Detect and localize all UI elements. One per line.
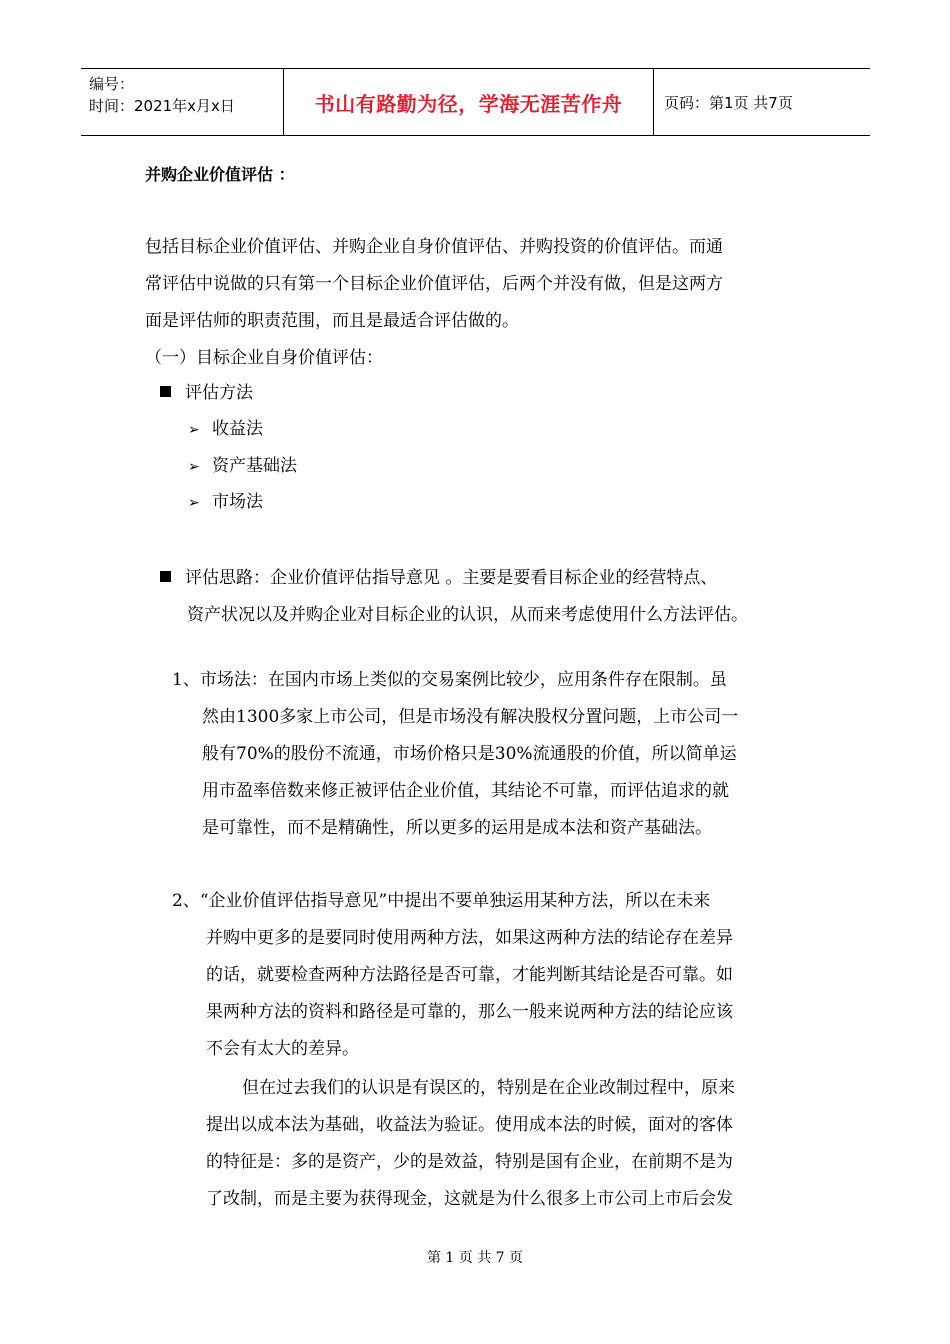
arrow-bullet-icon: ➢ — [188, 495, 200, 511]
item-line: 1、市场法：在国内市场上类似的交易案例比较少，应用条件存在限制。虽 — [172, 670, 727, 690]
item-line: 不会有太大的差异。 — [206, 1039, 359, 1059]
item-line: 并购中更多的是要同时使用两种方法，如果这两种方法的结论存在差异 — [206, 928, 733, 948]
thinking-block — [160, 560, 748, 634]
intro-line: 包括目标企业价值评估、并购企业自身价值评估、并购投资的价值评估。而通 — [145, 237, 723, 257]
item-line: 般有70%的股份不流通，市场价格只是30%流通股的价值，所以简单运 — [202, 744, 737, 764]
intro-line: 面是评估师的职责范围，而且是最适合评估做的。 — [145, 311, 519, 331]
method-label: 资产基础法 — [212, 456, 297, 476]
paragraph-line: 了改制，而是主要为获得现金，这就是为什么很多上市公司上市后会发 — [206, 1189, 733, 1209]
method-label: 收益法 — [212, 419, 263, 439]
method-label: 市场法 — [212, 492, 263, 512]
square-bullet-icon — [160, 571, 171, 582]
paragraph-line: 提出以成本法为基础，收益法为验证。使用成本法的时候，面对的客体 — [206, 1115, 733, 1135]
thinking-line: 资产状况以及并购企业对目标企业的认识，从而来考虑使用什么方法评估。 — [187, 605, 748, 625]
methods-heading-text: 评估方法 — [185, 383, 253, 403]
item-line: 的话，就要检查两种方法路径是否可靠，才能判断其结论是否可靠。如 — [206, 965, 733, 985]
paragraph-line: 但在过去我们的认识是有误区的，特别是在企业改制过程中，原来 — [242, 1078, 735, 1098]
method-item — [188, 487, 263, 512]
intro-line: 常评估中说做的只有第一个目标企业价值评估，后两个并没有做，但是这两方 — [145, 274, 723, 294]
header-motto: 书山有路勤为径，学海无涯苦作舟 — [283, 69, 654, 135]
item-1-block — [172, 662, 738, 847]
thinking-line: 评估思路：企业价值评估指导意见 。主要是要看目标企业的经营特点、 — [160, 560, 748, 597]
item-line: 果两种方法的资料和路径是可靠的，那么一般来说两种方法的结论应该 — [206, 1002, 733, 1022]
square-bullet-icon — [160, 386, 171, 397]
paragraph-line: 的特征是：多的是资产，少的是效益，特别是国有企业，在前期不是为 — [206, 1152, 733, 1172]
item-2-block — [172, 883, 733, 1068]
method-item — [188, 451, 297, 476]
methods-heading — [160, 378, 253, 403]
time-label: 时间：2021年x月x日 — [89, 97, 235, 115]
item-line: 是可靠性，而不是精确性，所以更多的运用是成本法和资产基础法。 — [202, 818, 712, 838]
header-page-info: 页码：第1页 共7页 — [664, 93, 793, 112]
arrow-bullet-icon: ➢ — [188, 422, 200, 438]
item-line: 2、“企业价值评估指导意见”中提出不要单独运用某种方法，所以在未来 — [172, 891, 711, 911]
item-line: 用市盈率倍数来修正被评估企业价值，其结论不可靠，而评估追求的就 — [202, 781, 729, 801]
document-title: 并购企业价值评估 ： — [145, 165, 295, 184]
item-line: 然由1300多家上市公司，但是市场没有解决股权分置问题，上市公司一 — [202, 707, 739, 727]
number-label: 编号： — [89, 75, 135, 93]
header-left-cell — [81, 69, 283, 135]
section-heading: （一）目标企业自身价值评估： — [145, 348, 383, 368]
paragraph-3 — [206, 1070, 735, 1218]
method-item — [188, 414, 263, 439]
page-header — [81, 68, 870, 136]
arrow-bullet-icon: ➢ — [188, 459, 200, 475]
intro-paragraph — [145, 229, 825, 340]
page-footer: 第 1 页 共 7 页 — [426, 1250, 524, 1266]
